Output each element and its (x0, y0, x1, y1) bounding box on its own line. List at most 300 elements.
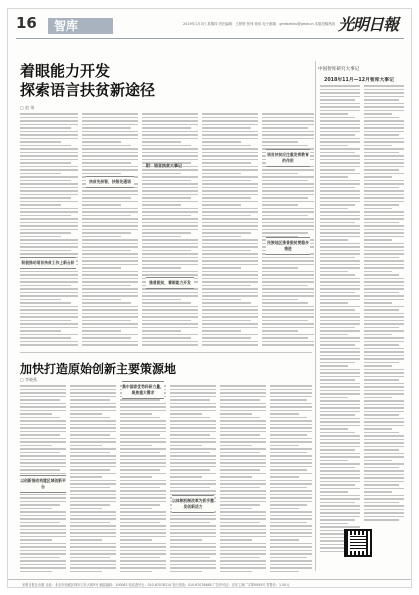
text-line (20, 525, 66, 527)
text-line (170, 466, 216, 468)
text-line (220, 525, 266, 527)
text-line (364, 439, 404, 441)
text-line (82, 274, 138, 276)
text-line (20, 466, 66, 468)
text-line (262, 169, 314, 171)
text-line (364, 404, 404, 406)
text-line (202, 232, 251, 234)
text-line (320, 145, 348, 147)
text-line (70, 448, 116, 450)
text-line (262, 127, 308, 129)
text-line (20, 438, 66, 440)
text-line (270, 518, 312, 520)
text-line (142, 292, 198, 294)
text-line (320, 348, 360, 350)
text-line (364, 390, 404, 392)
text-line (20, 522, 60, 524)
text-line (20, 306, 78, 308)
text-line (220, 483, 266, 485)
text-line (120, 501, 166, 503)
text-line (320, 526, 360, 528)
text-line (70, 392, 116, 394)
text-line (120, 410, 166, 412)
text-line (220, 546, 266, 548)
text-line (320, 400, 360, 402)
text-line (202, 187, 258, 189)
text-line (364, 271, 392, 273)
text-line (20, 532, 66, 534)
text-line (202, 152, 258, 154)
text-line (142, 190, 198, 192)
text-line (364, 211, 404, 213)
text-line (364, 106, 404, 108)
text-line (270, 473, 312, 475)
text-line (220, 550, 266, 552)
text-line (202, 299, 241, 301)
text-line (262, 306, 314, 308)
text-line (82, 306, 138, 308)
text-line (320, 271, 348, 273)
text-line (320, 173, 360, 175)
text-line (364, 372, 404, 374)
text-line (320, 428, 348, 430)
text-line (202, 278, 258, 280)
text-line (142, 299, 181, 301)
text-line (202, 250, 251, 252)
text-line (82, 120, 138, 122)
text-line (20, 434, 60, 436)
text-line (82, 117, 138, 119)
text-line (20, 313, 78, 315)
text-line (364, 204, 399, 206)
text-line (20, 204, 61, 206)
text-line (262, 208, 314, 210)
text-line (320, 456, 360, 458)
text-line (170, 550, 216, 552)
text-line (142, 131, 198, 133)
text-line (220, 536, 266, 538)
text-line (320, 439, 360, 441)
text-line (270, 557, 307, 559)
text-line (70, 571, 102, 573)
text-line (202, 281, 258, 283)
text-line (262, 292, 314, 294)
text-line (320, 159, 360, 161)
article1-column-5 (262, 113, 314, 346)
text-line (82, 134, 138, 136)
text-line (20, 567, 66, 569)
text-line (270, 392, 312, 394)
text-line (364, 113, 392, 115)
text-line (364, 194, 404, 196)
text-line (20, 211, 78, 213)
text-line (20, 389, 66, 391)
text-line (364, 369, 404, 371)
text-line (82, 197, 131, 199)
text-line (70, 434, 110, 436)
text-line (220, 543, 266, 545)
text-line (20, 473, 66, 475)
text-line (262, 194, 314, 196)
text-line (170, 403, 216, 405)
text-line (70, 455, 116, 457)
text-line (220, 560, 266, 562)
text-line (320, 411, 360, 413)
text-line (220, 434, 260, 436)
text-line (320, 341, 360, 343)
text-line (320, 460, 348, 462)
text-line (142, 124, 198, 126)
text-line (142, 211, 198, 213)
text-line (120, 438, 166, 440)
text-line (142, 113, 198, 115)
text-line (270, 385, 312, 387)
text-line (262, 120, 314, 122)
text-line (120, 494, 166, 496)
text-line (320, 442, 360, 444)
article1-column-2 (82, 113, 138, 346)
text-line (142, 236, 181, 238)
text-line (120, 420, 166, 422)
text-line (364, 197, 404, 199)
text-line (202, 253, 258, 255)
sidebar-divider (315, 61, 316, 571)
text-line (320, 330, 360, 332)
text-line (320, 96, 360, 98)
text-line (70, 438, 116, 440)
text-line (20, 145, 71, 147)
text-line (202, 204, 241, 206)
text-line (220, 487, 260, 489)
text-line (142, 215, 191, 217)
text-line (364, 267, 404, 269)
text-line (82, 320, 131, 322)
text-line (320, 334, 348, 336)
text-line (364, 281, 404, 283)
text-line (20, 183, 78, 185)
text-line (364, 344, 399, 346)
text-line (262, 313, 314, 315)
text-line (142, 239, 198, 241)
article2-column-3 (120, 385, 166, 572)
text-line (120, 424, 166, 426)
text-line (262, 197, 308, 199)
text-line (70, 536, 116, 538)
text-line (364, 330, 404, 332)
text-line (82, 309, 138, 311)
text-line (202, 260, 258, 262)
text-line (364, 309, 399, 311)
text-line (364, 208, 392, 210)
text-line (120, 539, 152, 541)
text-line (20, 236, 61, 238)
text-line (20, 410, 66, 412)
text-line (270, 434, 307, 436)
text-line (20, 337, 71, 339)
text-line (320, 306, 360, 308)
text-line (202, 344, 258, 346)
text-line (364, 449, 399, 451)
text-line (220, 469, 260, 471)
text-line (320, 414, 355, 416)
text-line (364, 250, 404, 252)
text-line (220, 448, 266, 450)
text-line (120, 571, 152, 573)
text-line (120, 462, 166, 464)
text-line (70, 494, 116, 496)
text-line (70, 452, 110, 454)
text-line (262, 309, 314, 311)
text-line (364, 120, 404, 122)
text-line (82, 152, 138, 154)
text-line (70, 476, 102, 478)
text-line (70, 487, 110, 489)
text-line (364, 138, 404, 140)
text-line (320, 446, 360, 448)
text-line (202, 117, 258, 119)
text-line (70, 427, 116, 429)
text-line (20, 215, 71, 217)
text-line (320, 292, 355, 294)
text-line (320, 117, 355, 119)
text-line (320, 421, 360, 423)
text-line (320, 99, 355, 101)
text-line (220, 490, 266, 492)
text-line (320, 274, 355, 276)
text-line (364, 327, 399, 329)
text-line (20, 546, 66, 548)
text-line (120, 431, 166, 433)
text-line (20, 278, 78, 280)
article1-callout-3: 推普脱贫，着眼能力开发 (146, 277, 194, 289)
text-line (142, 229, 198, 231)
text-line (320, 474, 360, 476)
text-line (120, 434, 160, 436)
article1-headline-line2: 探索语言扶贫新途径 (20, 81, 156, 99)
text-line (170, 385, 216, 387)
text-line (220, 399, 260, 401)
text-line (364, 337, 404, 339)
text-line (202, 208, 258, 210)
text-line (20, 229, 78, 231)
text-line (20, 201, 78, 203)
text-line (142, 330, 181, 332)
text-line (142, 183, 198, 185)
text-line (82, 257, 138, 259)
text-line (220, 515, 266, 517)
text-line (142, 274, 198, 276)
text-line (20, 420, 66, 422)
text-line (262, 278, 314, 280)
text-line (364, 425, 404, 427)
text-line (20, 232, 71, 234)
text-line (364, 85, 404, 87)
text-line (120, 459, 166, 461)
text-line (364, 358, 404, 360)
text-line (20, 162, 71, 164)
text-line (20, 117, 78, 119)
text-line (170, 406, 216, 408)
text-line (364, 313, 404, 315)
text-line (220, 445, 252, 447)
text-line (20, 553, 66, 555)
text-line (220, 480, 266, 482)
text-line (82, 281, 138, 283)
text-line (364, 456, 404, 458)
text-line (120, 567, 166, 569)
text-line (320, 313, 360, 315)
text-line (70, 462, 116, 464)
text-line (262, 316, 314, 318)
text-line (364, 362, 399, 364)
text-line (170, 553, 216, 555)
text-line (142, 246, 198, 248)
text-line (364, 495, 404, 497)
text-line (364, 159, 404, 161)
text-line (70, 420, 116, 422)
article2-callout-2: 以创新推动构建区域创新平台 (20, 475, 66, 493)
text-line (20, 560, 66, 562)
text-line (220, 518, 266, 520)
text-line (364, 505, 404, 507)
text-line (20, 427, 66, 429)
text-line (202, 145, 251, 147)
text-line (220, 511, 266, 513)
text-line (364, 432, 399, 434)
text-line (142, 309, 198, 311)
text-line (320, 327, 355, 329)
text-line (220, 532, 266, 534)
text-line (320, 222, 355, 224)
text-line (202, 124, 258, 126)
text-line (20, 292, 78, 294)
text-line (170, 518, 216, 520)
text-line (364, 145, 392, 147)
text-line (262, 257, 314, 259)
text-line (142, 341, 198, 343)
text-line (364, 502, 399, 504)
article-divider (20, 352, 312, 353)
text-line (202, 309, 258, 311)
text-line (270, 459, 312, 461)
text-line (320, 302, 348, 304)
text-line (262, 229, 314, 231)
text-line (270, 448, 312, 450)
text-line (82, 327, 138, 329)
text-line (202, 271, 258, 273)
text-line (364, 446, 404, 448)
text-line (364, 169, 399, 171)
text-line (262, 327, 314, 329)
text-line (142, 306, 198, 308)
text-line (364, 201, 404, 203)
text-line (220, 564, 266, 566)
text-line (262, 260, 314, 262)
text-line (20, 218, 78, 220)
text-line (20, 327, 78, 329)
text-line (364, 341, 404, 343)
text-line (70, 522, 110, 524)
text-line (262, 341, 314, 343)
text-line (364, 488, 404, 490)
text-line (364, 474, 404, 476)
text-line (20, 455, 66, 457)
text-line (142, 257, 198, 259)
text-line (262, 267, 298, 269)
text-line (320, 425, 360, 427)
text-line (320, 484, 355, 486)
text-line (202, 292, 258, 294)
text-line (82, 239, 138, 241)
text-line (120, 553, 166, 555)
text-line (120, 508, 152, 510)
text-line (20, 271, 78, 273)
text-line (320, 470, 360, 472)
text-line (20, 253, 78, 255)
text-line (82, 323, 138, 325)
text-line (262, 285, 308, 287)
text-line (82, 222, 138, 224)
text-line (82, 271, 138, 273)
text-line (320, 176, 348, 178)
text-line (320, 390, 360, 392)
text-line (364, 477, 404, 479)
text-line (364, 320, 404, 322)
text-line (142, 232, 191, 234)
text-line (170, 441, 216, 443)
text-line (364, 243, 404, 245)
text-line (170, 490, 216, 492)
text-line (270, 452, 307, 454)
text-line (320, 320, 360, 322)
text-line (170, 427, 216, 429)
text-line (364, 491, 392, 493)
text-line (262, 295, 314, 297)
text-line (320, 337, 360, 339)
text-line (320, 127, 360, 129)
text-line (82, 278, 138, 280)
text-line (120, 469, 160, 471)
text-line (364, 99, 399, 101)
text-line (70, 403, 116, 405)
text-line (20, 550, 66, 552)
text-line (202, 148, 258, 150)
text-line (364, 264, 404, 266)
text-line (120, 490, 166, 492)
text-line (262, 344, 314, 346)
text-line (170, 410, 216, 412)
text-line (364, 418, 404, 420)
text-line (220, 452, 260, 454)
text-line (364, 397, 392, 399)
text-line (364, 89, 404, 91)
text-line (20, 208, 78, 210)
text-line (120, 403, 166, 405)
text-line (82, 246, 138, 248)
text-line (320, 344, 355, 346)
text-line (70, 413, 102, 415)
text-line (320, 120, 360, 122)
text-line (320, 190, 360, 192)
text-line (202, 141, 241, 143)
text-line (320, 278, 360, 280)
text-line (320, 299, 360, 301)
text-line (20, 124, 78, 126)
text-line (262, 124, 314, 126)
text-line (70, 567, 116, 569)
text-line (364, 190, 404, 192)
text-line (320, 309, 355, 311)
